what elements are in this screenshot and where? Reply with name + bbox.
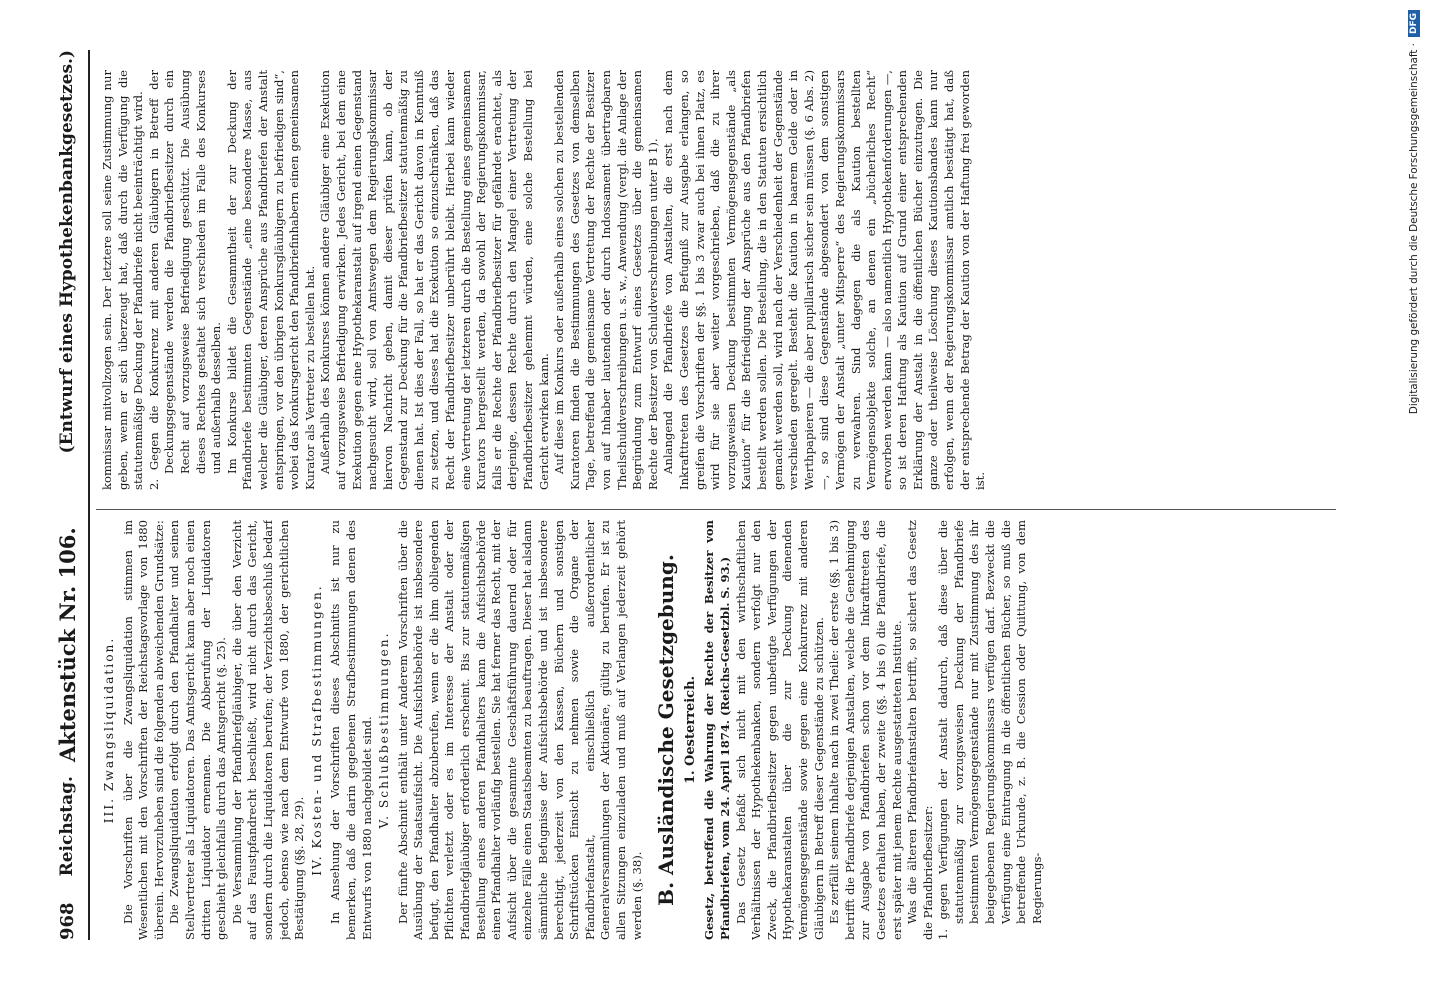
paragraph: Die Zwangsliquidation erfolgt durch den Pfandhalter und seinen Stellvertreter als Liquidatoren. Das Amtsgericht kann aber noch einen dritten Liquidator ernennen. Die Abberufung der Liquidatoren geschieht gleichfalls durch das Amtsgericht (§. 25).	[167, 520, 229, 940]
paragraph: Die Versammlung der Pfandbriefgläubiger, die über den Verzicht auf das Faustpfandrecht beschließt, wird nicht durch das Gericht, sondern durch die Liquidatoren berufen; der Verzichtsbeschluß bedarf jedoch, ebenso wie nach dem Entwurfe von 1880, der gerichtlichen Bestätigung (§§. 28, 29).	[229, 520, 307, 940]
left-column	[100, 520, 1330, 940]
section-heading-b: B. Ausländische Gesetzgebung.	[654, 554, 679, 906]
section-heading-iii: III. Zwangsliquidation.	[102, 636, 116, 824]
paragraph: Es zerfällt seinem Inhalte nach in zwei Theile: der erste (§§. 1 bis 3) betrifft die Pfandbriefe derjenigen Anstalten, welche die Genehmigung zur Ausgabe von Pfandbriefen schon vor dem Inkrafttreten des Gesetzes erhalten haben, der zweite (§§. 4 bis 6) die Pfandbriefe, die erst später mit jenem Rechte ausgestatteten Institute.	[827, 520, 904, 940]
page-number: 968	[56, 902, 78, 940]
paragraph: Auf diese im Konkurs oder außerhalb eines solchen zu bestellenden Kuratoren finden die Bestimmungen des Gesetzes von demselben Tage, betreffend die gemeinsame Vertretung der Rechte der Besitzer von auf Inhaber lautenden oder durch Indossament übertragbaren Theilschuldverschreibungen u. s. w., Anwendung (vergl. die Anlage der Begründung zum Entwurf eines Gesetzes über die gemeinsamen Rechte der Besitzer von Schuldverschreibungen unter B 1).	[552, 70, 660, 490]
paragraph: Anlangend die Pfandbriefe von Anstalten, die erst nach dem Inkrafttreten des Gesetzes die Befugniß zur Ausgabe erlangen, so greifen die Vorschriften der §§. 1 bis 3 zwar auch bei ihnen Platz, es wird für sie aber weiter vorgeschrieben, daß die zu ihrer vorzugsweisen Deckung bestimmten Vermögensgegenstände „als Kaution“ für die Befriedigung der Ansprüche aus den Pfandbriefen bestellt werden sollen. Die Bestellung, die in den Statuten ersichtlich gemacht werden soll, wird nach der Verschiedenheit der Gegenstände verschieden geregelt. Besteht die Kaution in baarem Gelde oder in Werthpapieren — die aber pupillarisch sicher sein müssen (§. 6 Abs. 2) —, so sind diese Gegenstände abgesondert von dem sonstigen Vermögen der Anstalt „unter Mitsperre“ des Regierungskommissars zu verwahren. Sind dagegen die als Kaution bestellten Vermögensobjekte solche, an denen ein „bücherliches Recht“ erworben werden kann — also namentlich Hypothekenforderungen —, so ist deren Haftung als Kaution auf Grund einer entsprechenden Erklärung der Anstalt in die öffentlichen Bücher einzutragen. Die ganze oder theilweise Löschung dieses Kautionsbandes kann nur erfolgen, wenn der Regierungskommissar amtlich bestätigt hat, daß der entsprechende Betrag der Kaution von der Haftung frei geworden ist.	[661, 70, 988, 490]
paragraph: In Ansehung der Vorschriften dieses Abschnitts ist nur zu bemerken, daß die darin gegebenen Strafbestimmungen denen des Entwurfs von 1880 nachgebildet sind.	[328, 520, 374, 940]
paragraph: Was die älteren Pfandbriefanstalten betrifft, so sichert das Gesetz die Pfandbriefbesitzer:	[905, 520, 935, 940]
paragraph: Der fünfte Abschnitt enthält unter Anderem Vorschriften über die Ausübung der Staatsaufsicht. Die Aufsichtsbehörde ist insbesondere befugt, den Pfandhalter abzuberufen, wenn er die ihm obliegenden Pflichten verletzt oder es im Interesse der Anstalt oder der Pfandbriefgläubiger erforderlich erscheint. Bis zur statutenmäßigen Bestellung eines anderen Pfandhalters kann die Aufsichtsbehörde einen Pfandhalter vorläufig bestellen. Sie hat ferner das Recht, mit der Aufsicht über die gesammte Geschäftsführung dauernd oder für einzelne Fälle einen Staatsbeamten zu beauftragen. Dieser hat alsdann sämmtliche Befugnisse der Aufsichtsbehörde und ist insbesondere berechtigt, jederzeit von den Kassen, Büchern und sonstigen Schriftstücken Einsicht zu nehmen sowie die Organe der Pfandbriefanstalt, einschließlich außerordentlicher Generalversammlungen der Aktionäre, gültig zu berufen. Er ist zu allen Sitzungen einzuladen und muß auf Verlangen jederzeit gehört werden (§. 38).	[395, 520, 644, 940]
header-left-title: Reichstag.	[57, 776, 77, 877]
right-column	[100, 70, 1330, 490]
list-item: 2. Gegen die Konkurrenz mit anderen Gläubigern in Betreff der Deckungsgegenstände werden die Pfandbriefbesitzer durch ein Recht auf vorzugsweise Befriedigung geschützt. Die Ausübung dieses Rechtes gestaltet sich verschieden im Falle des Konkurses und außerhalb desselben.	[146, 70, 224, 490]
digitization-stamp	[1402, 10, 1426, 990]
header-right-title: (Entwurf eines Hypothekenbankgesetzes.)	[57, 50, 77, 454]
subsection-heading: 1. Oesterreich.	[682, 675, 698, 785]
stamp-text: Digitalisierung gefördert durch die Deutsche Forschungsgemeinschaft ·	[1408, 43, 1420, 415]
paragraph: Das Gesetz befaßt sich nicht mit den wirthschaftlichen Verhältnissen der Hypothekenbanken, sondern verfolgt nur den Zweck, die Pfandbriefbesitzer gegen unbefugte Verfügungen der Hypothekaranstalten über die zur Deckung dienenden Vermögensgegenstände sowie gegen eine Konkurrenz mit anderen Gläubigern in Betreff dieser Gegenstände zu schützen.	[733, 520, 826, 940]
law-title: Gesetz, betreffend die Wahrung der Rechte der Besitzer von Pfandbriefen, vom 24. April 1874. (Reichs-Gesetzbl. S. 93.)	[702, 520, 732, 940]
section-heading-iv: IV. Kosten- und Strafbestimmungen.	[309, 584, 324, 876]
header-rule	[88, 50, 90, 940]
column-divider	[96, 509, 1336, 510]
dfg-badge: DFG	[1408, 10, 1420, 37]
paragraph: Im Konkurse bildet die Gesammtheit der zur Deckung der Pfandbriefe bestimmten Gegenstände „eine besondere Masse, aus welcher die Gläubiger, deren Ansprüche aus Pfandbriefen der Anstalt entspringen, vor den übrigen Konkursgläubigern zu befriedigen sind“, wobei das Konkursgericht den Pfandbriefinhabern einen gemeinsamen Kurator als Vertreter zu bestellen hat.	[224, 70, 317, 490]
list-item: 1. gegen Verfügungen der Anstalt dadurch, daß diese über die statutenmäßig zur vorzugsweisen Deckung der Pfandbriefe bestimmten Vermögensgegenstände nur mit Zustimmung des ihr beigegebenen Regierungskommissars verfügen darf. Bezweckt die Verfügung eine Eintragung in die öffentlichen Bücher, so muß die betreffende Urkunde, z. B. die Cession oder Quittung, von dem Regierungs-	[936, 520, 1044, 940]
header-aktenstueck: Aktenstück Nr. 106.	[54, 527, 80, 763]
section-heading-v: V. Schlußbestimmungen.	[377, 631, 392, 829]
paragraph: Die Vorschriften über die Zwangsliquidation stimmen im Wesentlichen mit den Vorschriften der Reichstagsvorlage von 1880 überein. Hervorzuheben sind die folgenden abweichenden Grundsätze:	[120, 520, 166, 940]
paragraph: Außerhalb des Konkurses können andere Gläubiger eine Exekution auf vorzugsweise Befriedigung erwirken. Jedes Gericht, bei dem eine Exekution gegen eine Hypothekaranstalt auf irgend einen Gegenstand nachgesucht wird, soll von Amtswegen dem Regierungskommissar hiervon Nachricht geben, damit dieser prüfen kann, ob der Gegenstand zur Deckung für die Pfandbriefbesitzer statutenmäßig zu dienen hat. Ist dies der Fall, so hat er das Gericht davon in Kenntniß zu setzen, und dieses hat die Exekution so einzuschränken, daß das Recht der Pfandbriefbesitzer unberührt bleibt. Hierbei kann wieder eine Vertretung der letzteren durch die Bestellung eines gemeinsamen Kurators hergestellt werden, da sowohl der Regierungskommissar, falls er die Rechte der Pfandbriefbesitzer für gefährdet erachtet, als derjenige, dessen Rechte durch den Mangel einer Vertretung der Pfandbriefbesitzer gehemmt würden, eine solche Bestellung bei Gericht erwirken kann.	[318, 70, 551, 490]
paragraph: kommissar mitvollzogen sein. Der letztere soll seine Zustimmung nur geben, wenn er sich überzeugt hat, daß durch die Verfügung die statutenmäßige Deckung der Pfandbriefe nicht beeinträchtigt wird.	[100, 70, 146, 490]
page-header	[50, 50, 84, 940]
